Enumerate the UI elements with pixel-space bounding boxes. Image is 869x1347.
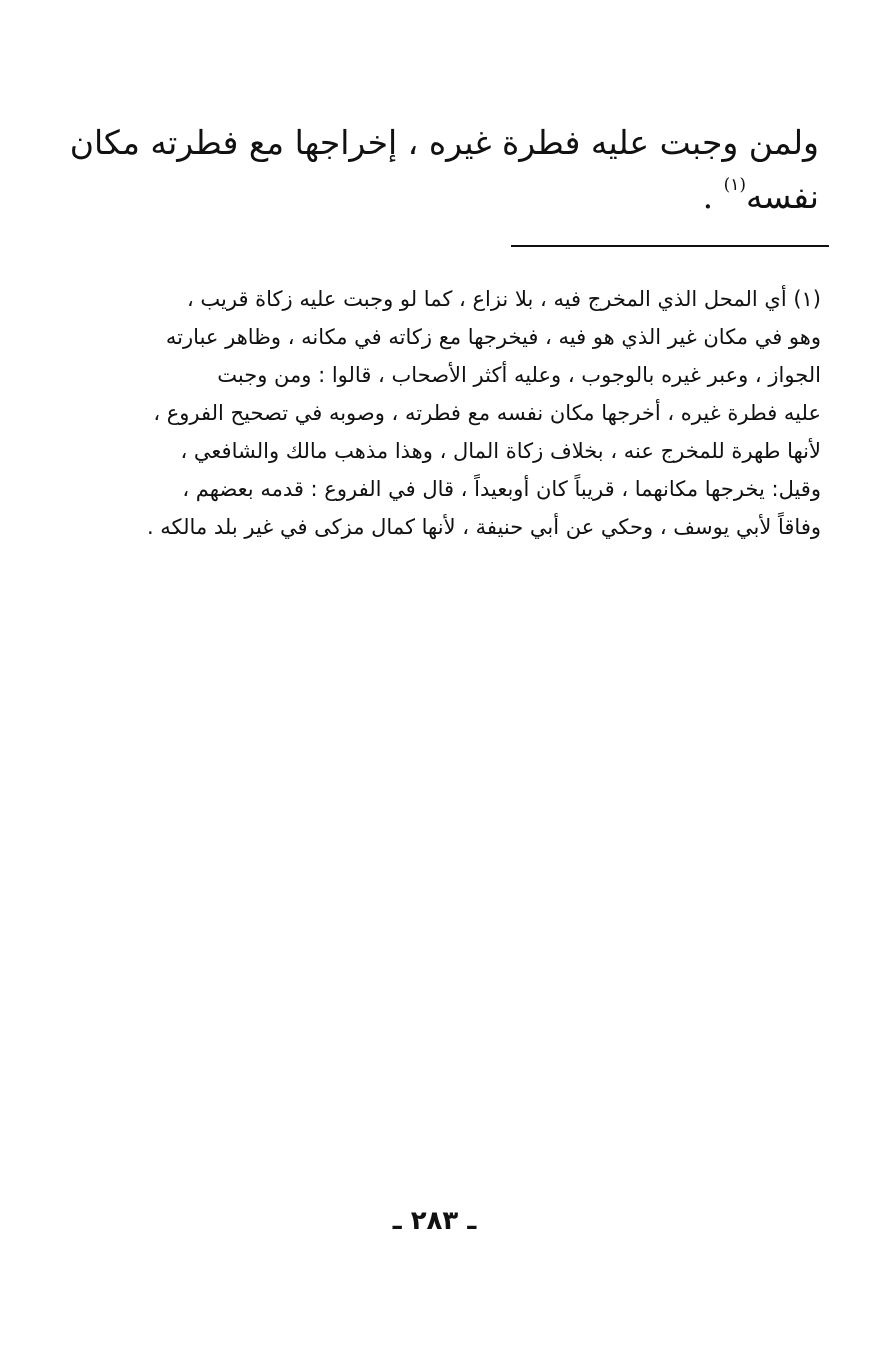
footnote-line: الجواز ، وعبر غيره بالوجوب ، وعليه أكثر الأصحاب ، قالوا : ومن وجبت bbox=[217, 363, 821, 387]
main-text-end: . bbox=[702, 177, 724, 216]
main-text-word: نفسه bbox=[745, 177, 819, 216]
footnote-line: وهو في مكان غير الذي هو فيه ، فيخرجها مع زكاته في مكانه ، وظاهر عبارته bbox=[165, 325, 821, 349]
main-text bbox=[69, 116, 819, 224]
footnote-line: وقيل: يخرجها مكانهما ، قريباً كان أوبعيداً ، قال في الفروع : قدمه بعضهم ، bbox=[182, 477, 821, 501]
footnote-line: لأنها طهرة للمخرج عنه ، بخلاف زكاة المال ، وهذا مذهب مالك والشافعي ، bbox=[180, 439, 821, 463]
footnote-line: (١) أي المحل الذي المخرج فيه ، بلا نزاع ، كما لو وجبت عليه زكاة قريب ، bbox=[186, 287, 821, 311]
footnote-line: وفاقاً لأبي يوسف ، وحكي عن أبي حنيفة ، لأنها كمال مزكى في غير بلد مالكه . bbox=[146, 515, 821, 539]
footnote bbox=[91, 280, 821, 546]
main-text-line bbox=[99, 170, 819, 224]
main-text-line: ولمن وجبت عليه فطرة غيره ، إخراجها مع فطرته مكان bbox=[69, 123, 819, 162]
page-number: ـ ٢٨٣ ـ bbox=[392, 1206, 477, 1236]
footnote-separator bbox=[511, 245, 829, 247]
footnote-reference[interactable]: (١) bbox=[723, 175, 746, 195]
footnote-line: عليه فطرة غيره ، أخرجها مكان نفسه مع فطرته ، وصوبه في تصحيح الفروع ، bbox=[153, 401, 821, 425]
